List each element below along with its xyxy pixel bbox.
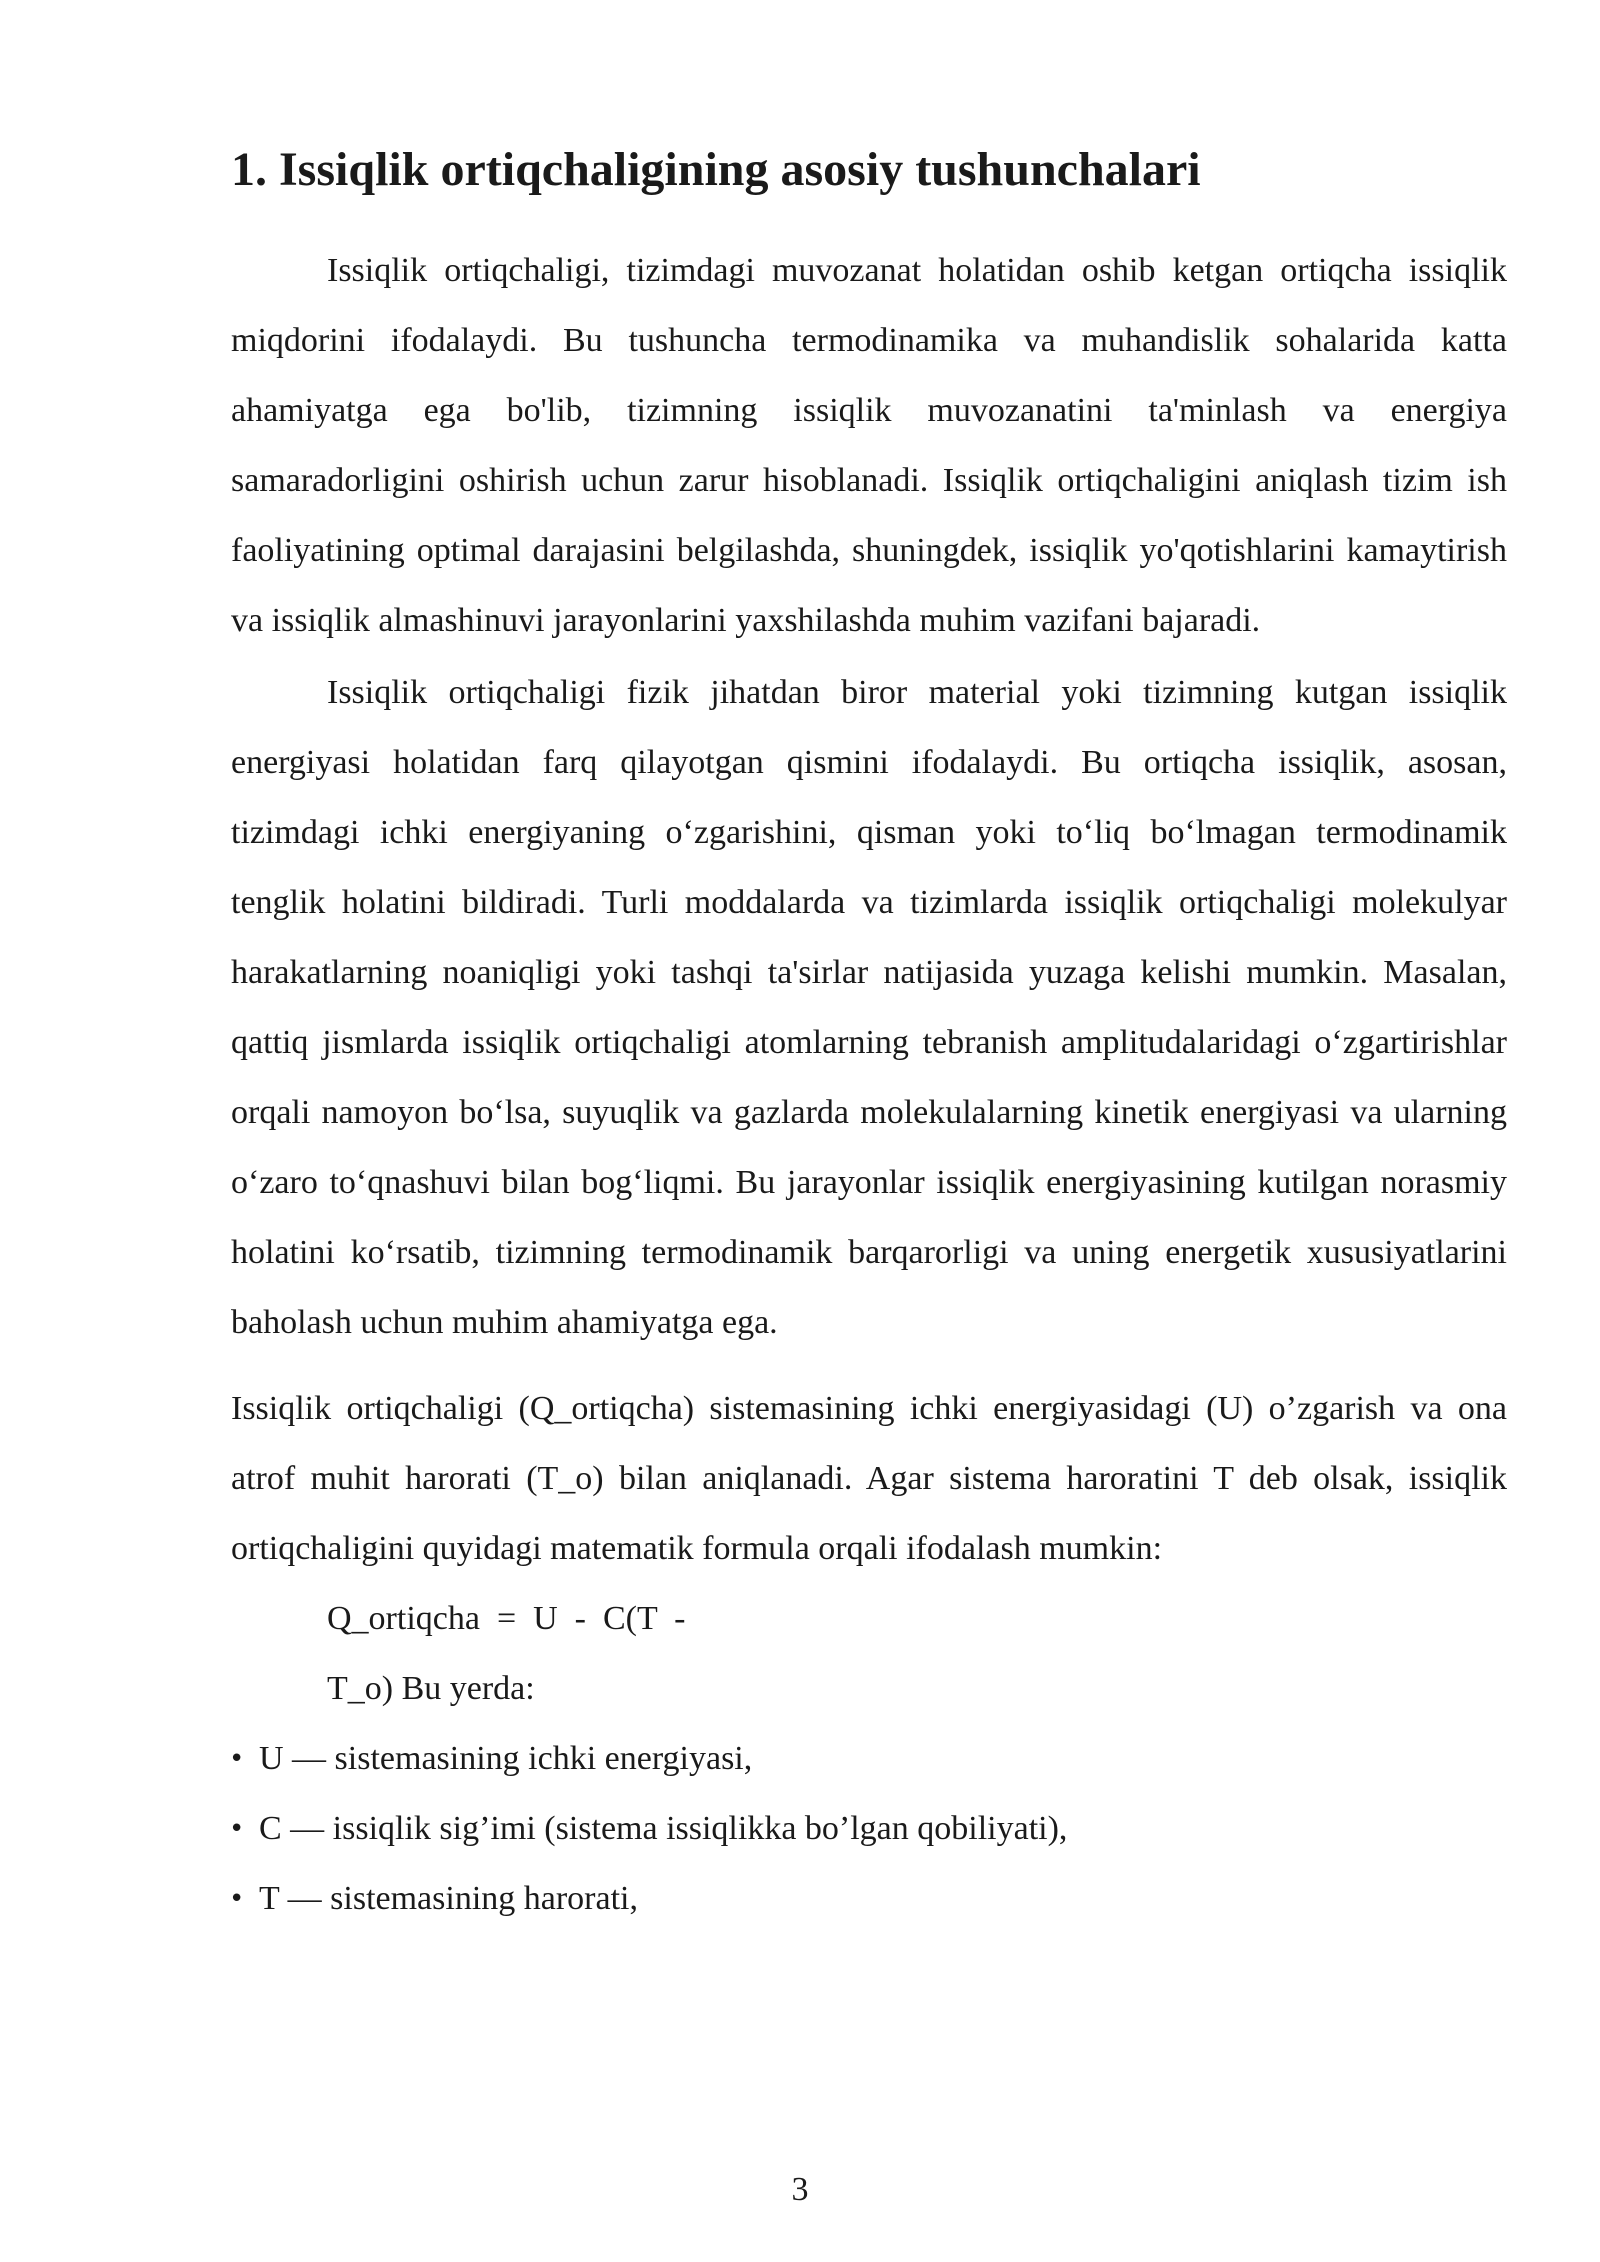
paragraph-3: Issiqlik ortiqchaligi (Q_ortiqcha) sistemasining ichki energiyasidagi (U) o’zgarish va ona atrof muhit harorati (T_o) bilan aniqlanadi. Agar sistema haroratini T deb olsak, issiqlik ortiqchaligini quyidagi matematik formula orqali ifodalash mumkin: xyxy=(231,1390,1507,1567)
bullet-icon: • xyxy=(229,1884,245,1914)
list-item-text: U — sistemasining ichki energiyasi, xyxy=(259,1740,753,1777)
formula-line-2: T_o) Bu yerda: xyxy=(327,1670,535,1707)
list-item xyxy=(227,1864,1507,1934)
list-item-text: T — sistemasining harorati, xyxy=(259,1880,638,1917)
page-number: 3 xyxy=(791,2171,809,2208)
section-heading: 1. Issiqlik ortiqchaligining asosiy tushunchalari xyxy=(231,143,1201,196)
list-item xyxy=(227,1724,1507,1794)
list-item xyxy=(227,1794,1507,1864)
list-item-text: C — issiqlik sig’imi (sistema issiqlikka bo’lgan qobiliyati), xyxy=(259,1810,1068,1847)
formula-line-1: Q_ortiqcha = U - C(T - xyxy=(327,1600,686,1637)
paragraph-2: Issiqlik ortiqchaligi fizik jihatdan biror material yoki tizimning kutgan issiqlik energiyasi holatidan farq qilayotgan qismini ifodalaydi. Bu ortiqcha issiqlik, asosan, tizimdagi ichki energiyaning o‘zgarishini, qisman yoki to‘liq bo‘lmagan termodinamik tenglik holatini bildiradi. Turli moddalarda va tizimlarda issiqlik ortiqchaligi molekulyar harakatlarning noaniqligi yoki tashqi ta'sirlar natijasida yuzaga kelishi mumkin. Masalan, qattiq jismlarda issiqlik ortiqchaligi atomlarning tebranish amplitudalaridagi o‘zgartirishlar orqali namoyon bo‘lsa, suyuqlik va gazlarda molekulalarning kinetik energiyasi va ularning o‘zaro to‘qnashuvi bilan bog‘liqmi. Bu jarayonlar issiqlik energiyasining kutilgan norasmiy holatini ko‘rsatib, tizimning termodinamik barqarorligi va uning energetik xususiyatlarini baholash uchun muhim ahamiyatga ega. xyxy=(231,674,1507,1341)
definition-list xyxy=(231,1724,1507,1934)
paragraph-1: Issiqlik ortiqchaligi, tizimdagi muvozanat holatidan oshib ketgan ortiqcha issiqlik miqdorini ifodalaydi. Bu tushuncha termodinamika va muhandislik sohalarida katta ahamiyatga ega bo'lib, tizimning issiqlik muvozanatini ta'minlash va energiya samaradorligini oshirish uchun zarur hisoblanadi. Issiqlik ortiqchaligini aniqlash tizim ish faoliyatining optimal darajasini belgilashda, shuningdek, issiqlik yo'qotishlarini kamaytirish va issiqlik almashinuvi jarayonlarini yaxshilashda muhim vazifani bajaradi. xyxy=(231,252,1507,639)
bullet-icon: • xyxy=(229,1814,245,1844)
document-body xyxy=(231,236,1507,1934)
bullet-icon: • xyxy=(229,1744,245,1774)
